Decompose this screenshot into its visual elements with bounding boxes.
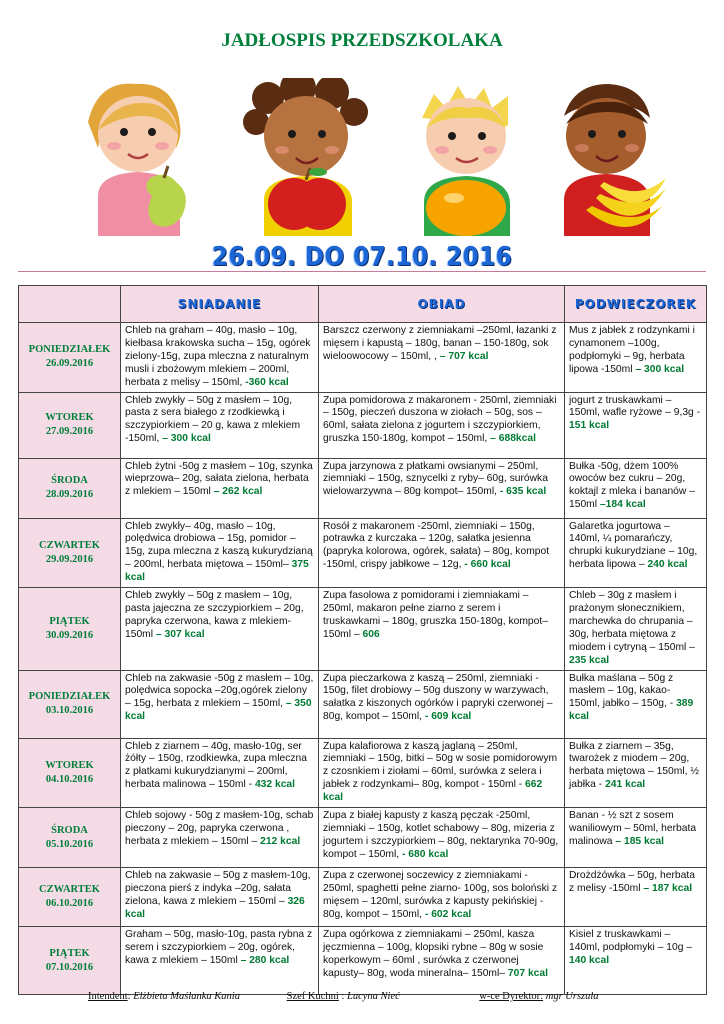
snack-kcal: 240 kcal: [647, 559, 688, 571]
snack-cell: [565, 518, 707, 588]
date-range: 26.09. DO 07.10. 2016: [211, 242, 513, 272]
snack-cell: [565, 670, 707, 738]
breakfast-cell: [121, 518, 319, 588]
day-cell: [19, 738, 121, 808]
header-day: [19, 286, 121, 323]
table-row: [19, 518, 707, 588]
day-cell: [19, 670, 121, 738]
breakfast-cell: [121, 808, 319, 868]
table-header-row: [19, 286, 707, 323]
snack-text: Chleb – 30g z masłem i prażonym słonecznikiem, marchewka do chrupania – 30g, herbata miętowa z miodem i cytryną – 150ml –: [569, 590, 695, 653]
day-date: 06.10.2016: [45, 898, 94, 910]
day-cell: [19, 323, 121, 393]
day-name: ŚRODA: [51, 475, 88, 487]
divider-line: [18, 271, 706, 272]
lunch-cell: [319, 588, 565, 670]
snack-cell: [565, 868, 707, 927]
breakfast-text: Chleb żytni -50g z masłem – 10g, szynka wieprzowa– 20g, sałata zielona, herbata z mlekiem – 150ml: [125, 460, 313, 498]
header-snack: PODWIECZOREK: [565, 286, 707, 323]
lunch-cell: [319, 868, 565, 927]
footer: [88, 990, 708, 1004]
day-date: 03.10.2016: [45, 705, 94, 716]
breakfast-kcal: – 307 kcal: [155, 628, 205, 640]
breakfast-kcal: -360 kcal: [245, 376, 289, 388]
day-name: WTOREK: [45, 412, 94, 424]
snack-text: Bułka maślana – 50g z masłem – 10g, kakao- 150ml, jabłko – 150g, -: [569, 672, 674, 710]
snack-cell: [565, 738, 707, 808]
snack-text: Bułka z ziarnem – 35g, twarożek z miodem – 20g, herbata miętowa – 150ml, ½ jabłka -: [569, 740, 699, 791]
snack-cell: [565, 927, 707, 995]
day-name: PONIEDZIAŁEK: [28, 344, 111, 356]
snack-kcal: 389 kcal: [569, 698, 694, 723]
day-cell: [19, 808, 121, 868]
lunch-text: Zupa z białej kapusty z kaszą pęczak -250ml, ziemniaki – 150g, kotlet schabowy – 80g, mizeria z jogurtem i szczypiorkiem – 80g, nektarynka 70-90g, kompot – 150ml,: [323, 810, 559, 860]
table-row: [19, 392, 707, 458]
lunch-cell: [319, 808, 565, 868]
lunch-cell: [319, 670, 565, 738]
table-row: [19, 808, 707, 868]
snack-text: Banan - ½ szt z sosem waniliowym – 50ml, herbata malinowa: [569, 810, 697, 847]
day-date: 29.09.2016: [45, 553, 94, 565]
table-row: [19, 670, 707, 738]
header-breakfast: SNIADANIE: [121, 286, 319, 323]
day-cell: [19, 518, 121, 588]
child-with-bananas-icon: [564, 84, 666, 236]
breakfast-text: Graham – 50g, masło-10g, pasta rybna z serem i szczypiorkiem – 20g, ogórek, kawa z mlekiem – 150ml: [125, 929, 313, 966]
breakfast-cell: [121, 927, 319, 995]
lunch-kcal: - 660 kcal: [464, 559, 511, 571]
lunch-text: Rosół z makaronem -250ml, ziemniaki – 150g, potrawka z kurczaka – 120g, sałatka jesienna (papryka kolorowa, ogórek, sałata) – 80g, kompot -150ml, crispy jabłkowe – 12g,: [323, 520, 550, 571]
snack-text: Galaretka jogurtowa – 140ml, ¼ pomarańczy, chrupki kukurydziane – 10g, herbata lipowa –: [569, 520, 698, 571]
lunch-cell: [319, 738, 565, 808]
breakfast-kcal: – 350 kcal: [125, 698, 312, 723]
breakfast-cell: [121, 670, 319, 738]
day-date: 27.09.2016: [45, 426, 94, 438]
lunch-kcal: – 688kcal: [490, 433, 536, 445]
page-title: JADŁOSPIS PRZEDSZKOLAKA: [221, 30, 503, 51]
day-name: CZWARTEK: [39, 539, 100, 551]
lunch-kcal: - 680 kcal: [402, 848, 449, 860]
child-with-orange-icon: [422, 86, 510, 236]
day-cell: [19, 868, 121, 927]
day-name: CZWARTEK: [39, 884, 100, 896]
day-date: 26.09.2016: [45, 358, 94, 370]
chef-name: Lucyna Nieć: [347, 991, 400, 1002]
snack-cell: [565, 323, 707, 393]
breakfast-text: Chleb zwykły – 50g z masłem – 10g, pasta z sera białego z rzodkiewką i szczypiorkiem – 20 g, kawa z mlekiem -150ml,: [125, 394, 301, 445]
breakfast-text: Chleb z ziarnem – 40g, masło-10g, ser żółty – 150g, rzodkiewka, zupa mleczna z płatkami kukurydzianymi – 200ml, herbata malinowa – 150ml -: [125, 740, 308, 791]
snack-kcal: –184 kcal: [599, 499, 646, 511]
lunch-kcal: 606: [362, 628, 380, 640]
intendent-label: Intendent: [88, 991, 128, 1002]
breakfast-cell: [121, 868, 319, 927]
snack-kcal: – 187 kcal: [643, 882, 693, 894]
breakfast-kcal: – 262 kcal: [213, 486, 263, 498]
lunch-text: Zupa pomidorowa z makaronem - 250ml, ziemniaki – 150g, pieczeń duszona w ziołach – 50g, sos – 60ml, sałata zielona z jogurtem i szczypiorkiem, gruszka 150-180g, kompot – 150ml,: [323, 394, 557, 445]
table-row: [19, 323, 707, 393]
menu-body: [19, 323, 707, 995]
lunch-kcal: - 602 kcal: [424, 908, 472, 920]
lunch-kcal: - 635 kcal: [499, 486, 547, 498]
day-cell: [19, 392, 121, 458]
breakfast-text: Chleb na graham – 40g, masło – 10g, kiełbasa krakowska sucha – 15g, ogórek zielony-15g, zupa mleczna z naturalnym musli i zbożowym mlekiem – 200ml, herbata z melisy – 150ml,: [125, 325, 311, 388]
lunch-kcal: - 609 kcal: [424, 711, 472, 723]
lunch-text: Zupa jarzynowa z płatkami owsianymi – 250ml, ziemniaki – 150g, sznycelki z ryby– 60g, surówka wielowarzywna – 80g kompot– 150ml,: [323, 460, 548, 498]
day-name: PONIEDZIAŁEK: [28, 691, 111, 702]
lunch-cell: [319, 392, 565, 458]
breakfast-kcal: – 300 kcal: [162, 433, 211, 445]
child-with-apple-icon: [243, 78, 368, 236]
day-date: 28.09.2016: [45, 489, 94, 501]
chef-block: Szef Kuchni : Lucyna Nieć: [286, 991, 400, 1002]
breakfast-text: Chleb zwykły – 50g z masłem – 10g, pasta jajeczna ze szczypiorkiem – 20g, papryka czerwona, kawa z mlekiem-150ml: [125, 590, 304, 640]
director-name: mgr Urszula: [545, 991, 599, 1002]
snack-text: Drożdżówka – 50g, herbata z melisy -150ml: [569, 870, 695, 894]
breakfast-kcal: 326 kcal: [125, 895, 305, 920]
intendent-block: Intendent: Elżbieta Maślanka Kania: [88, 991, 240, 1002]
breakfast-kcal: – 280 kcal: [240, 954, 290, 966]
table-row: [19, 738, 707, 808]
breakfast-text: Chleb na zakwasie -50g z masłem – 10g, polędwica sopocka –20g,ogórek zielony – 15g, herbata z mlekiem – 150ml,: [125, 672, 314, 710]
day-name: WTOREK: [45, 759, 94, 771]
snack-text: Mus z jabłek z rodzynkami i cynamonem –100g, podpłomyki – 9g, herbata lipowa -150ml: [569, 325, 695, 375]
lunch-kcal: 662 kcal: [323, 779, 543, 804]
day-cell: [19, 458, 121, 518]
breakfast-kcal: 375 kcal: [125, 559, 309, 584]
table-row: [19, 458, 707, 518]
lunch-cell: [319, 458, 565, 518]
intendent-name: Elżbieta Maślanka Kania: [133, 991, 240, 1002]
day-date: 07.10.2016: [45, 961, 94, 973]
breakfast-kcal: 212 kcal: [260, 835, 301, 847]
lunch-cell: [319, 323, 565, 393]
lunch-text: Zupa fasolowa z pomidorami i ziemniakami – 250ml, makaron pełne ziarno z serem i truskawkami – 180g, gruszka 150-180g, kompot– 150ml –: [323, 590, 548, 640]
table-row: [19, 868, 707, 927]
snack-kcal: 151 kcal: [569, 420, 610, 432]
lunch-text: Zupa ogórkowa z ziemniakami – 250ml, kasza jęczmienna – 100g, klopsiki rybne – 80g w sosie koperkowym – 60ml , surówka z czerwonej kapusty– 80g, woda mineralna– 150ml–: [323, 929, 544, 979]
chef-label: Szef Kuchni: [286, 991, 339, 1002]
lunch-cell: [319, 927, 565, 995]
day-cell: [19, 588, 121, 670]
lunch-kcal: – 707 kcal: [439, 350, 489, 362]
snack-cell: [565, 808, 707, 868]
breakfast-cell: [121, 323, 319, 393]
breakfast-cell: [121, 392, 319, 458]
snack-text: Bułka -50g, dżem 100% owoców bez cukru – 20g, koktajl z mleka i bananów – 150ml: [569, 460, 695, 511]
snack-cell: [565, 588, 707, 670]
breakfast-text: Chleb sojowy - 50g z masłem-10g, schab pieczony – 20g, papryka czerwona , herbata z mlekiem – 150ml –: [125, 810, 314, 847]
day-name: PIĄTEK: [49, 947, 90, 959]
lunch-text: Zupa kalafiorowa z kaszą jaglaną – 250ml, ziemniaki – 150g, bitki – 50g w sosie pomidorowym z czosnkiem i ziołami – 60ml, surówka z selera i jabłek z rodzynkami– 80g, kompot - 150ml -: [323, 740, 558, 791]
snack-kcal: 235 kcal: [569, 654, 610, 666]
lunch-cell: [319, 518, 565, 588]
menu-table: [18, 285, 707, 995]
lunch-text: Zupa pieczarkowa z kaszą – 250ml, ziemniaki - 150g, filet drobiowy – 50g duszony w warzywach, sałatka z kiszonych ogórków i papryki czerwonej – 80g, kompot – 150ml,: [323, 672, 553, 723]
day-cell: [19, 927, 121, 995]
day-name: ŚRODA: [51, 824, 88, 836]
snack-kcal: 241 kcal: [605, 779, 646, 791]
breakfast-cell: [121, 458, 319, 518]
breakfast-cell: [121, 588, 319, 670]
table-row: [19, 588, 707, 670]
day-date: 05.10.2016: [45, 838, 94, 850]
snack-kcal: 140 kcal: [569, 954, 610, 966]
day-date: 30.09.2016: [45, 629, 94, 641]
snack-cell: [565, 458, 707, 518]
director-block: [479, 990, 598, 1004]
breakfast-text: Chleb zwykły– 40g, masło – 10g, polędwica drobiowa – 15g, pomidor – 15g, zupa mleczna z kaszą kukurydzianą – 200ml, herbata miętowa – 150ml–: [125, 520, 313, 571]
child-with-pear-icon: [88, 84, 186, 236]
table-row: [19, 927, 707, 995]
snack-cell: [565, 392, 707, 458]
lunch-text: Zupa z czerwonej soczewicy z ziemniakami - 250ml, spaghetti pełne ziarno- 100g, sos boloński z mięsem – 120ml, surówka z kapusty pekińskiej - 80g, kompot – 150ml,: [323, 870, 558, 920]
snack-kcal: – 185 kcal: [615, 835, 665, 847]
header-lunch: OBIAD: [319, 286, 565, 323]
lunch-text: Barszcz czerwony z ziemniakami –250ml, łazanki z mięsem i kapustą – 180g, banan – 150-180g, sok wieloowocowy – 150ml, ,: [323, 325, 557, 362]
snack-text: jogurt z truskawkami – 150ml, wafle ryżowe – 9,3g -: [569, 394, 701, 419]
breakfast-kcal: 432 kcal: [254, 779, 296, 791]
director-label: w-ce Dyrektor:: [479, 991, 544, 1002]
day-date: 04.10.2016: [45, 773, 94, 785]
snack-text: Kisiel z truskawkami – 140ml, podpłomyki – 10g –: [569, 929, 693, 953]
children-illustration: [58, 78, 666, 236]
snack-kcal: – 300 kcal: [635, 363, 685, 375]
breakfast-text: Chleb na zakwasie – 50g z masłem-10g, pieczona pierś z indyka –20g, sałata zielona, kawa z mlekiem – 150ml –: [125, 870, 311, 907]
day-name: PIĄTEK: [49, 615, 90, 627]
breakfast-cell: [121, 738, 319, 808]
lunch-kcal: 707 kcal: [507, 967, 548, 979]
